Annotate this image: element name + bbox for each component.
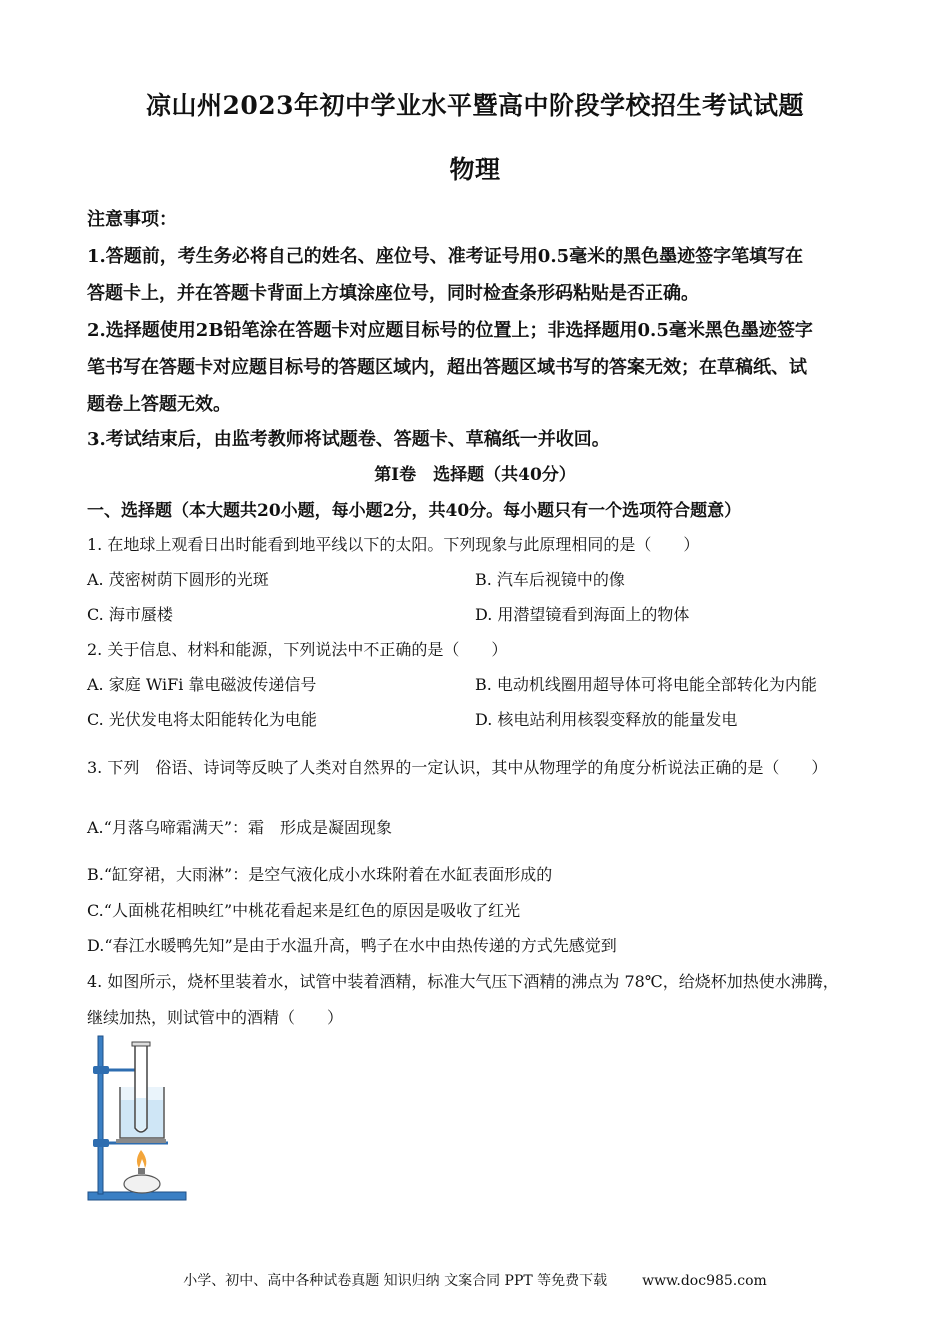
notice-line-1: 1.答题前，考生务必将自己的姓名、座位号、准考证号用0.5毫米的黑色墨迹签字笔填写在 xyxy=(87,246,804,267)
notice-line-2: 答题卡上，并在答题卡背面上方填涂座位号，同时检查条形码粘贴是否正确。 xyxy=(87,283,699,304)
stand-rod xyxy=(98,1036,103,1194)
notice-heading: 注意事项： xyxy=(87,209,177,230)
question-2-option-c: C. 光伏发电将太阳能转化为电能 xyxy=(87,710,317,729)
question-4-stem-line-2: 继续加热，则试管中的酒精（ ） xyxy=(87,1008,344,1027)
question-2-option-b: B. 电动机线圈用超导体可将电能全部转化为内能 xyxy=(475,675,817,694)
subject-title: 物理 xyxy=(449,155,501,184)
exam-title: 凉山州2023年初中学业水平暨高中阶段学校招生考试试题 xyxy=(145,91,805,120)
question-3-option-d: D.“春江水暖鸭先知”是由于水温升高，鸭子在水中由热传递的方式先感觉到 xyxy=(87,936,617,955)
question-3-stem: 3. 下列 俗语、诗词等反映了人类对自然界的一定认识，其中从物理学的角度分析说法正确的是（ ） xyxy=(87,758,828,777)
footer-text: 小学、初中、高中各种试卷真题 知识归纳 文案合同 PPT 等免费下载 xyxy=(183,1273,608,1289)
alcohol-lamp xyxy=(124,1175,160,1193)
test-tube-rim xyxy=(132,1042,150,1046)
part-heading: 一、选择题（本大题共20小题，每小题2分，共40分。每小题只有一个选项符合题意） xyxy=(87,501,742,521)
question-3-option-c: C.“人面桃花相映红”中桃花看起来是红色的原因是吸收了红光 xyxy=(87,901,521,920)
question-1-option-c: C. 海市蜃楼 xyxy=(87,605,173,624)
boiling-apparatus-figure xyxy=(82,1032,192,1204)
page-footer xyxy=(0,1270,950,1290)
question-1-option-d: D. 用潜望镜看到海面上的物体 xyxy=(475,605,690,624)
volume-heading: 第Ⅰ卷 选择题（共40分） xyxy=(374,465,576,485)
question-1-option-a: A. 茂密树荫下圆形的光斑 xyxy=(87,570,269,589)
question-2-option-d: D. 核电站利用核裂变释放的能量发电 xyxy=(475,710,738,729)
question-1-option-b: B. 汽车后视镜中的像 xyxy=(475,570,625,589)
question-2-option-a: A. 家庭 WiFi 靠电磁波传递信号 xyxy=(87,675,317,694)
lamp-wick-holder xyxy=(138,1168,145,1174)
question-3-option-a: A.“月落乌啼霜满天”：霜 形成是凝固现象 xyxy=(87,818,393,837)
question-4-stem-line-1: 4. 如图所示，烧杯里装着水，试管中装着酒精，标准大气压下酒精的沸点为 78℃，给烧杯加热使水沸腾， xyxy=(87,972,839,991)
notice-line-4: 笔书写在答题卡对应题目标号的答题区域内，超出答题区域书写的答案无效；在草稿纸、试 xyxy=(87,357,807,378)
flame xyxy=(137,1150,146,1168)
test-tube-alcohol xyxy=(136,1098,146,1131)
wire-gauze xyxy=(116,1139,166,1143)
notice-line-3: 2.选择题使用2B铅笔涂在答题卡对应题目标号的位置上；非选择题用0.5毫米黑色墨迹签字 xyxy=(87,320,813,341)
question-2-stem: 2. 关于信息、材料和能源，下列说法中不正确的是（ ） xyxy=(87,640,508,659)
question-3-option-b: B.“缸穿裙，大雨淋”：是空气液化成小水珠附着在水缸表面形成的 xyxy=(87,865,553,884)
notice-line-5: 题卷上答题无效。 xyxy=(87,394,231,415)
question-1-stem: 1. 在地球上观看日出时能看到地平线以下的太阳。下列现象与此原理相同的是（ ） xyxy=(87,535,700,554)
notice-line-6: 3.考试结束后，由监考教师将试题卷、答题卡、草稿纸一并收回。 xyxy=(87,429,610,450)
footer-url[interactable]: www.doc985.com xyxy=(642,1273,767,1289)
